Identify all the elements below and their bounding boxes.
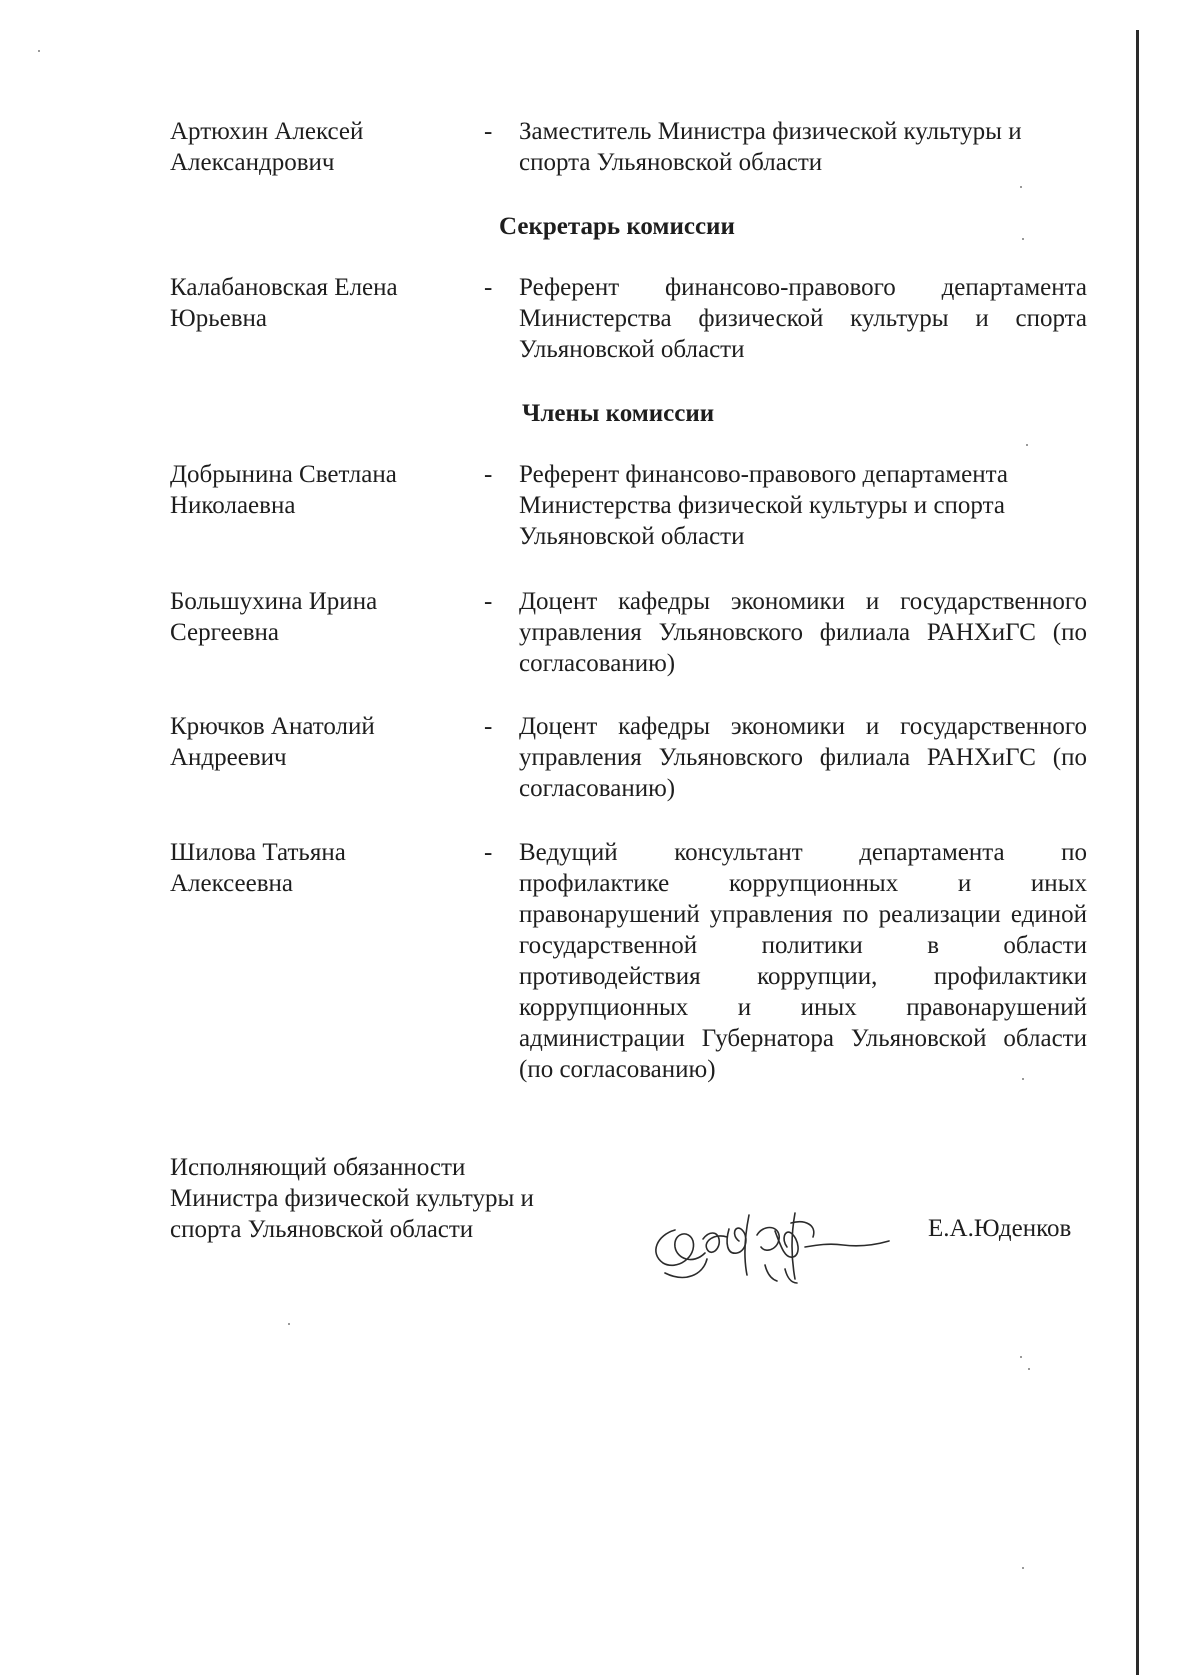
member-role: Доцент кафедры экономики и государственного управления Ульяновского филиала РАНХиГС (по согласованию) xyxy=(519,713,1087,802)
scan-speck xyxy=(1020,186,1022,188)
scan-speck xyxy=(1020,1356,1022,1358)
member-name: Крючков Анатолий Андреевич xyxy=(170,713,375,771)
signatory-title-line: спорта Ульяновской области xyxy=(170,1216,474,1243)
member-role: Доцент кафедры экономики и государственного управления Ульяновского филиала РАНХиГС (по согласованию) xyxy=(519,588,1087,677)
scan-speck xyxy=(1028,1368,1030,1370)
dash: - xyxy=(484,118,493,145)
signatory-title xyxy=(170,1152,534,1245)
secretary-heading: Секретарь комиссии xyxy=(499,213,735,240)
signatory-title-line: Министра физической культуры и xyxy=(170,1185,534,1212)
handwritten-signature xyxy=(645,1195,895,1295)
scan-speck xyxy=(38,50,40,52)
dash: - xyxy=(484,461,493,488)
member-role: Заместитель Министра физической культуры и спорта Ульяновской области xyxy=(519,118,1022,176)
member-role: Ведущий консультант департамента по профилактике коррупционных и иных правонарушений управления по реализации единой государственной политики в области противодействия коррупции, профилактики коррупционных и иных правонарушений администрации Губернатора Ульяновской области (по согласованию) xyxy=(519,839,1087,1083)
scan-edge-line xyxy=(1136,30,1139,1675)
dash: - xyxy=(484,839,493,866)
member-role: Референт финансово-правового департамента Министерства физической культуры и спорта Ульяновской области xyxy=(519,461,1008,550)
dash: - xyxy=(484,588,493,615)
scan-speck xyxy=(1022,1078,1024,1080)
member-name: Большухина Ирина Сергеевна xyxy=(170,588,378,646)
dash: - xyxy=(484,713,493,740)
signer-name: Е.А.Юденков xyxy=(928,1215,1072,1242)
member-name: Артюхин Алексей Александрович xyxy=(170,118,364,176)
scan-speck xyxy=(1026,444,1028,446)
scan-speck xyxy=(288,1323,290,1325)
scan-speck xyxy=(1022,238,1024,240)
members-heading: Члены комиссии xyxy=(522,400,715,427)
member-name: Добрынина Светлана Николаевна xyxy=(170,461,397,519)
signatory-title-line: Исполняющий обязанности xyxy=(170,1154,466,1181)
scan-speck xyxy=(1022,1567,1024,1569)
member-name: Шилова Татьяна Алексеевна xyxy=(170,839,346,897)
member-name: Калабановская Елена Юрьевна xyxy=(170,274,398,332)
member-role: Референт финансово-правового департамента Министерства физической культуры и спорта Ульяновской области xyxy=(519,274,1087,363)
dash: - xyxy=(484,274,493,301)
